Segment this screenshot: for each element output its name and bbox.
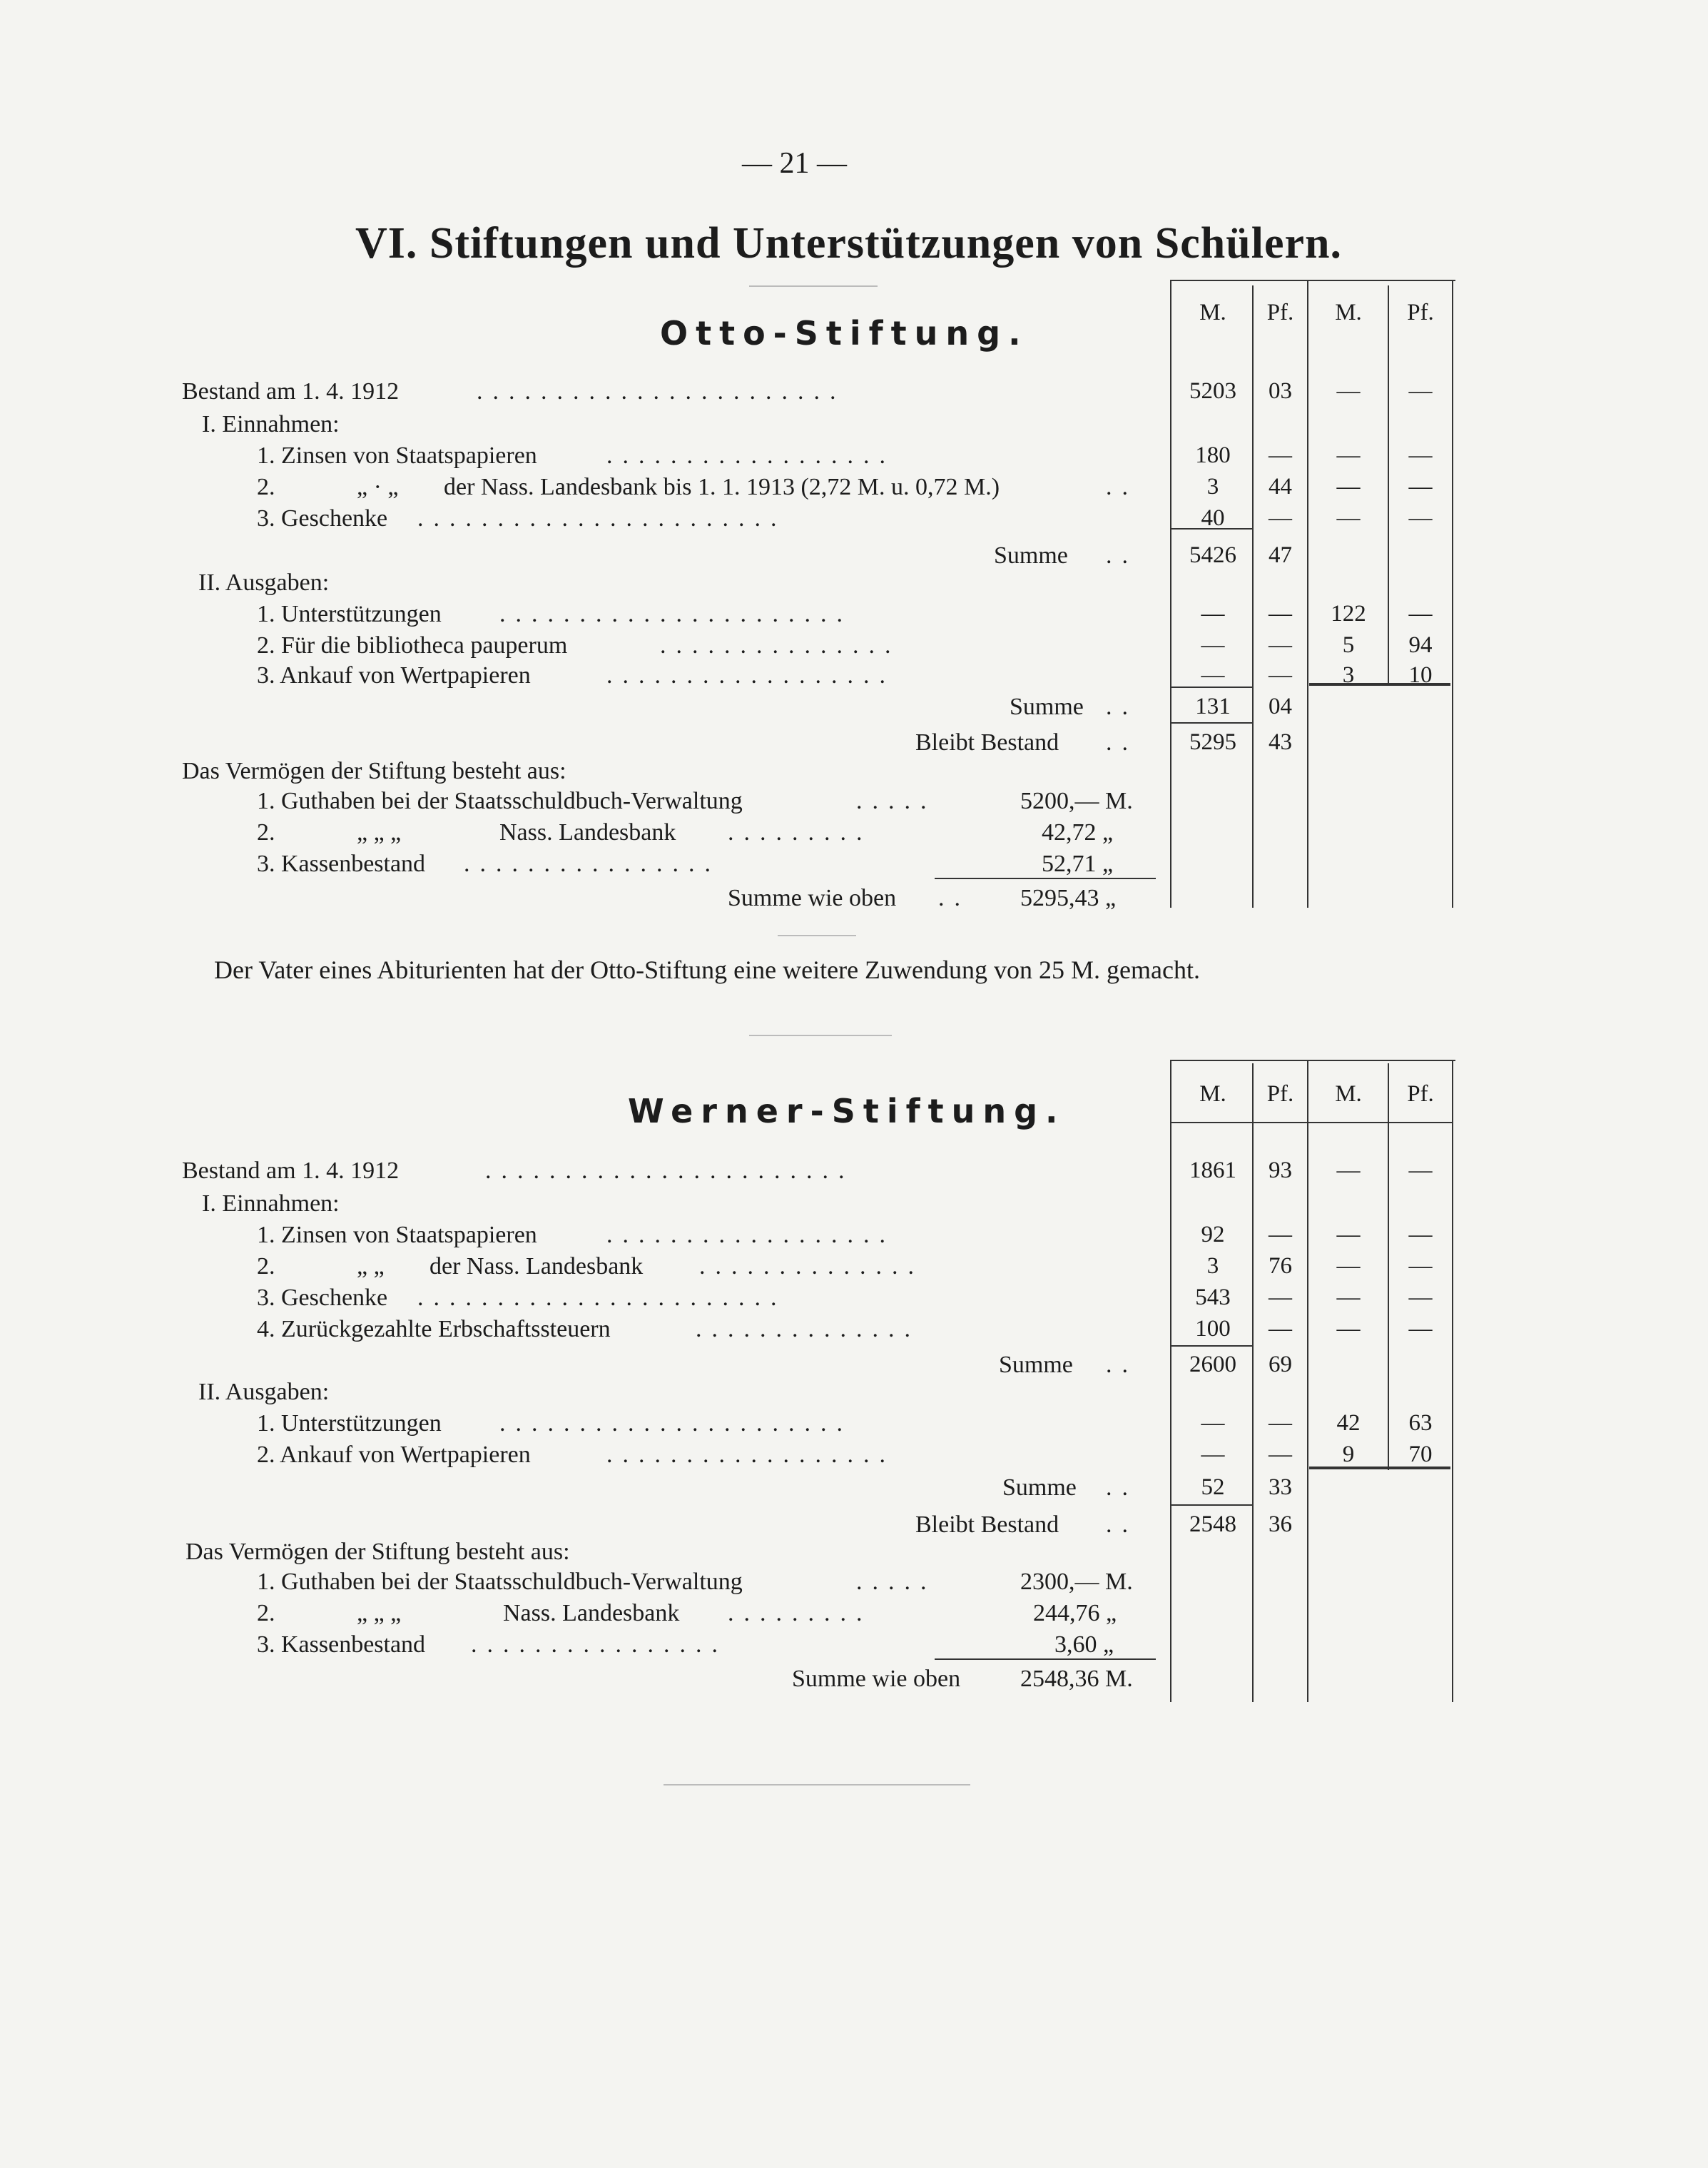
otto-e2-pf1: 44 [1269, 474, 1292, 500]
werner-bestand-m2: — [1336, 1158, 1361, 1183]
otto-a2-pf1: — [1269, 632, 1292, 658]
werner-v2-text: Nass. Landesbank [503, 1600, 680, 1626]
werner-col-pf2: Pf. [1407, 1081, 1434, 1107]
werner-e2-text: der Nass. Landesbank [429, 1253, 644, 1280]
otto-bleibt-m1: 5295 [1189, 729, 1236, 755]
otto-summe-m1: 5426 [1189, 542, 1236, 568]
page-number: — 21 — [742, 147, 847, 180]
otto-e3-label: 3. Geschenke [257, 505, 388, 532]
werner-e3-pf1: — [1269, 1285, 1292, 1310]
werner-a1-m1: — [1201, 1410, 1225, 1436]
werner-e4-pf1: — [1269, 1316, 1292, 1342]
otto-a1-label: 1. Unterstützungen [257, 601, 442, 627]
werner-e3-m1: 543 [1195, 1285, 1231, 1310]
werner-bleibt-m1: 2548 [1189, 1511, 1236, 1537]
werner-e2-num: 2. [257, 1253, 275, 1280]
werner-e1-pf2: — [1408, 1222, 1433, 1247]
werner-vermoegen-label: Das Vermögen der Stiftung besteht aus: [185, 1539, 570, 1565]
otto-v2-num: 2. [257, 819, 275, 846]
werner-e4-pf2: — [1408, 1316, 1433, 1342]
otto-a3-pf2: 10 [1408, 662, 1433, 688]
otto-summe-pf1: 47 [1269, 542, 1292, 568]
werner-summe-m1: 2600 [1189, 1352, 1236, 1377]
werner-a1-m2: 42 [1336, 1410, 1361, 1436]
otto-e2-text: der Nass. Landesbank bis 1. 1. 1913 (2,72 M. u. 0,72 M.) [444, 474, 1000, 500]
otto-col-pf2: Pf. [1407, 300, 1434, 325]
otto-e2-m1: 3 [1206, 474, 1219, 500]
werner-bestand-pf2: — [1408, 1158, 1433, 1183]
otto-a3-pf1: — [1269, 662, 1292, 688]
otto-e1-label: 1. Zinsen von Staatspapieren [257, 442, 537, 469]
werner-bestand-pf1: 93 [1269, 1158, 1292, 1183]
otto-e3-m1: 40 [1201, 505, 1225, 531]
werner-summe-wie-value: 2548,36 M. [1020, 1666, 1133, 1692]
otto-e1-m1: 180 [1195, 442, 1231, 468]
werner-e1-pf1: — [1269, 1222, 1292, 1247]
otto-e2-quote: „ · „ [357, 474, 399, 500]
otto-a3-label: 3. Ankauf von Wertpapieren [257, 662, 531, 689]
otto-a3-m2: 3 [1342, 662, 1355, 688]
werner-summe-wie-label: Summe wie oben [792, 1666, 961, 1692]
werner-e1-m2: — [1336, 1222, 1361, 1247]
section-title: VI. Stiftungen und Unterstützungen von Schülern. [355, 219, 1342, 268]
otto-v1-label: 1. Guthaben bei der Staatsschuldbuch-Verwaltung [257, 788, 743, 814]
werner-e4-m1: 100 [1195, 1316, 1231, 1342]
werner-v1-label: 1. Guthaben bei der Staatsschuldbuch-Verwaltung [257, 1569, 743, 1595]
werner-e2-m1: 3 [1206, 1253, 1219, 1279]
werner-ausgaben-label: II. Ausgaben: [198, 1379, 330, 1405]
otto-summe2-label: Summe [1010, 694, 1084, 720]
werner-v3-label: 3. Kassenbestand [257, 1631, 426, 1658]
otto-a3-m1: — [1201, 662, 1225, 688]
otto-a1-m2: 122 [1331, 601, 1366, 627]
otto-summe2-m1: 131 [1195, 694, 1231, 719]
werner-e2-pf2: — [1408, 1253, 1433, 1279]
otto-title: Otto-Stiftung. [660, 314, 1029, 353]
otto-bestand-pf1: 03 [1269, 378, 1292, 404]
werner-e1-label: 1. Zinsen von Staatspapieren [257, 1222, 537, 1248]
werner-bestand-m1: 1861 [1189, 1158, 1236, 1183]
otto-v1-value: 5200,— M. [1020, 788, 1133, 814]
werner-e2-m2: — [1336, 1253, 1361, 1279]
werner-a2-m2: 9 [1342, 1442, 1355, 1467]
otto-summe2-pf1: 04 [1269, 694, 1292, 719]
otto-a2-pf2: 94 [1408, 632, 1433, 658]
otto-einnahmen-label: I. Einnahmen: [202, 411, 340, 437]
otto-a2-m1: — [1201, 632, 1225, 658]
werner-a1-label: 1. Unterstützungen [257, 1410, 442, 1437]
werner-einnahmen-label: I. Einnahmen: [202, 1190, 340, 1217]
werner-summe2-m1: 52 [1201, 1474, 1225, 1500]
werner-e4-label: 4. Zurückgezahlte Erbschaftssteuern [257, 1316, 611, 1342]
otto-e2-num: 2. [257, 474, 275, 500]
werner-bleibt-label: Bleibt Bestand [915, 1511, 1059, 1538]
otto-e3-pf2: — [1408, 505, 1433, 531]
otto-bestand-m1: 5203 [1189, 378, 1236, 404]
otto-e2-pf2: — [1408, 474, 1433, 500]
werner-a1-pf2: 63 [1408, 1410, 1433, 1436]
werner-a2-pf1: — [1269, 1442, 1292, 1467]
otto-a1-m1: — [1201, 601, 1225, 627]
werner-summe-label: Summe [999, 1352, 1073, 1378]
werner-e3-m2: — [1336, 1285, 1361, 1310]
otto-a1-pf1: — [1269, 601, 1292, 627]
werner-a2-m1: — [1201, 1442, 1225, 1467]
otto-bestand-m2: — [1336, 378, 1361, 404]
werner-e3-label: 3. Geschenke [257, 1285, 388, 1311]
werner-v2-quote: „ „ „ [357, 1600, 402, 1626]
otto-e3-pf1: — [1269, 505, 1292, 531]
otto-v2-value: 42,72 „ [1042, 819, 1114, 846]
werner-col-m2: M. [1335, 1081, 1362, 1107]
otto-bestand-pf2: — [1408, 378, 1433, 404]
otto-bestand-label: Bestand am 1. 4. 1912 [182, 378, 400, 405]
werner-a2-pf2: 70 [1408, 1442, 1433, 1467]
otto-v2-text: Nass. Landesbank [499, 819, 676, 846]
werner-e2-pf1: 76 [1269, 1253, 1292, 1279]
werner-v2-num: 2. [257, 1600, 275, 1626]
otto-summe-wie-value: 5295,43 „ [1020, 885, 1117, 911]
werner-e3-pf2: — [1408, 1285, 1433, 1310]
werner-summe2-pf1: 33 [1269, 1474, 1292, 1500]
otto-e1-pf1: — [1269, 442, 1292, 468]
werner-col-m1: M. [1199, 1081, 1226, 1107]
werner-summe2-label: Summe [1002, 1474, 1077, 1501]
otto-a2-m2: 5 [1342, 632, 1355, 658]
werner-a1-pf1: — [1269, 1410, 1292, 1436]
otto-e3-m2: — [1336, 505, 1361, 531]
otto-v3-value: 52,71 „ [1042, 851, 1114, 877]
werner-v2-value: 244,76 „ [1033, 1600, 1117, 1626]
otto-bleibt-label: Bleibt Bestand [915, 729, 1059, 756]
otto-e1-m2: — [1336, 442, 1361, 468]
otto-col-m2: M. [1335, 300, 1362, 325]
werner-bestand-label: Bestand am 1. 4. 1912 [182, 1158, 400, 1184]
otto-v2-quote: „ „ „ [357, 819, 402, 846]
otto-vermoegen-label: Das Vermögen der Stiftung besteht aus: [182, 758, 566, 784]
otto-a2-label: 2. Für die bibliotheca pauperum [257, 632, 568, 659]
werner-col-pf1: Pf. [1266, 1081, 1294, 1107]
werner-summe-pf1: 69 [1269, 1352, 1292, 1377]
otto-bleibt-pf1: 43 [1269, 729, 1292, 755]
werner-bleibt-pf1: 36 [1269, 1511, 1292, 1537]
otto-col-m1: M. [1199, 300, 1226, 325]
werner-title: Werner-Stiftung. [628, 1092, 1066, 1130]
otto-e2-m2: — [1336, 474, 1361, 500]
otto-summe-label: Summe [994, 542, 1068, 569]
note-text: Der Vater eines Abiturienten hat der Otto-Stiftung eine weitere Zuwendung von 25 M. gemacht. [214, 956, 1200, 984]
werner-v1-value: 2300,— M. [1020, 1569, 1133, 1595]
otto-col-pf1: Pf. [1266, 300, 1294, 325]
otto-ausgaben-label: II. Ausgaben: [198, 569, 330, 596]
werner-a2-label: 2. Ankauf von Wertpapieren [257, 1442, 531, 1468]
werner-e1-m1: 92 [1201, 1222, 1225, 1247]
otto-summe-wie-label: Summe wie oben [728, 885, 897, 911]
otto-a1-pf2: — [1408, 601, 1433, 627]
werner-e4-m2: — [1336, 1316, 1361, 1342]
otto-v3-label: 3. Kassenbestand [257, 851, 426, 877]
werner-v3-value: 3,60 „ [1054, 1631, 1114, 1658]
werner-e2-quote: „ „ [357, 1253, 385, 1280]
otto-e1-pf2: — [1408, 442, 1433, 468]
